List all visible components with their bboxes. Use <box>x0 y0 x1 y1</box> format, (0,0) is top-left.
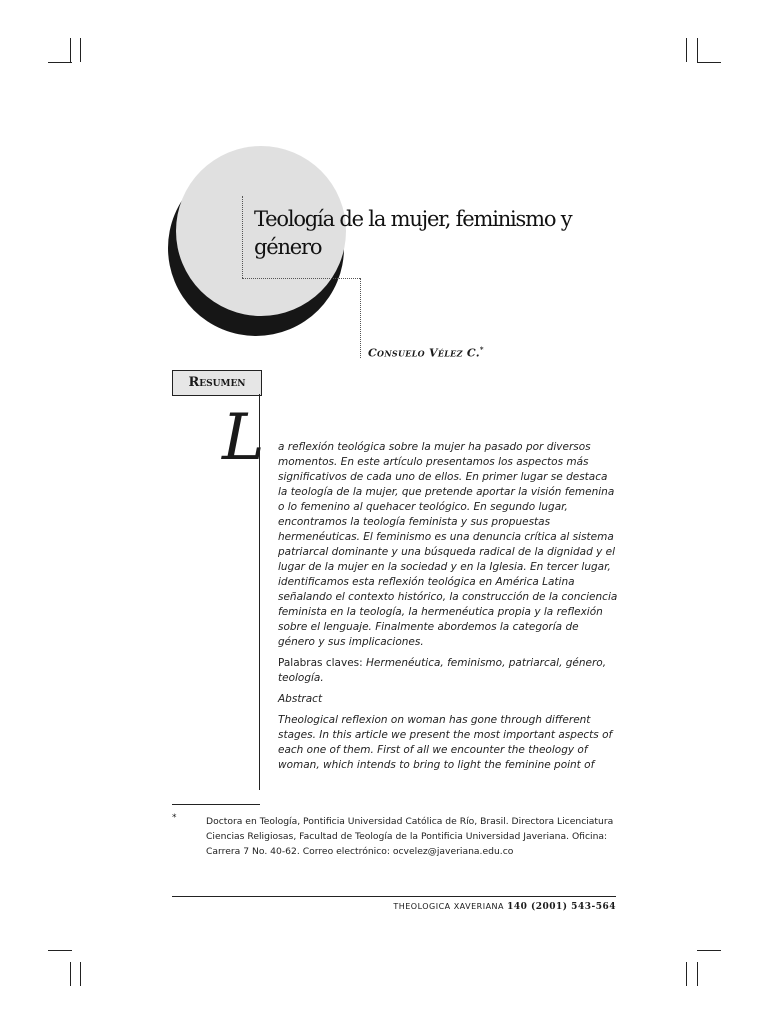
page-footer <box>393 902 616 912</box>
section-label-resumen: Resumen <box>172 370 262 396</box>
keywords-list: Hermenéutica, feminismo, patriarcal, género, teología. <box>278 657 607 684</box>
footnote-marker: * <box>172 813 177 823</box>
author-footnote: Doctora en Teología, Pontificia Universidad Católica de Río, Brasil. Directora Licenciatura Ciencias Religiosas, Facultad de Teología de la Pontificia Universidad Javeriana. Oficina: Carrera 7 No. 40-62. Correo electrónico: ocvelez@javeriana.edu.co <box>206 816 614 857</box>
article-title: Teología de la mujer, feminismo y género <box>254 207 572 259</box>
abstract-english: Theological reflexion on woman has gone through different stages. In this article we present the most important aspects of each one of them. First of all we encounter the theology of woman, which intends to bring to light the feminine point of <box>278 714 613 771</box>
abstract-body <box>278 440 618 779</box>
keywords-label: Palabras claves: <box>278 657 363 669</box>
abstract-spanish: a reflexión teológica sobre la mujer ha pasado por diversos momentos. En este artículo presentamos los aspectos más significativos de cada uno de ellos. En primer lugar se destaca la teología de la mujer, que pretende aportar la visión femenina o lo femenino al quehacer teológico. En segundo lugar, encontramos la teología feminista y sus propuestas hermenéuticas. El feminismo es una denuncia crítica al sistema patriarcal dominante y una búsqueda radical de la dignidad y el lugar de la mujer en la sociedad y en la Iglesia. En tercer lugar, identificamos esta reflexión teológica en América Latina señalando el contexto histórico, la construcción de la conciencia feminista en la teología, la hermenéutica propia y la reflexión sobre el lenguaje. Finalmente abordemos la categoría de género y sus implicaciones. <box>278 441 618 648</box>
dotted-guide-vertical <box>242 196 243 278</box>
drop-cap: L <box>222 401 265 475</box>
footnote-rule <box>172 804 260 805</box>
author-name: Consuelo Vélez C.* <box>368 345 484 360</box>
footer-issue: 140 (2001) 543-564 <box>507 902 616 912</box>
footer-journal: THEOLOGICA XAVERIANA <box>393 902 505 911</box>
dotted-guide-connector <box>360 278 361 358</box>
abstract-english-label: Abstract <box>278 693 323 705</box>
dotted-guide-horizontal <box>242 278 360 279</box>
keywords-paragraph <box>278 656 618 686</box>
footer-rule <box>172 896 616 897</box>
